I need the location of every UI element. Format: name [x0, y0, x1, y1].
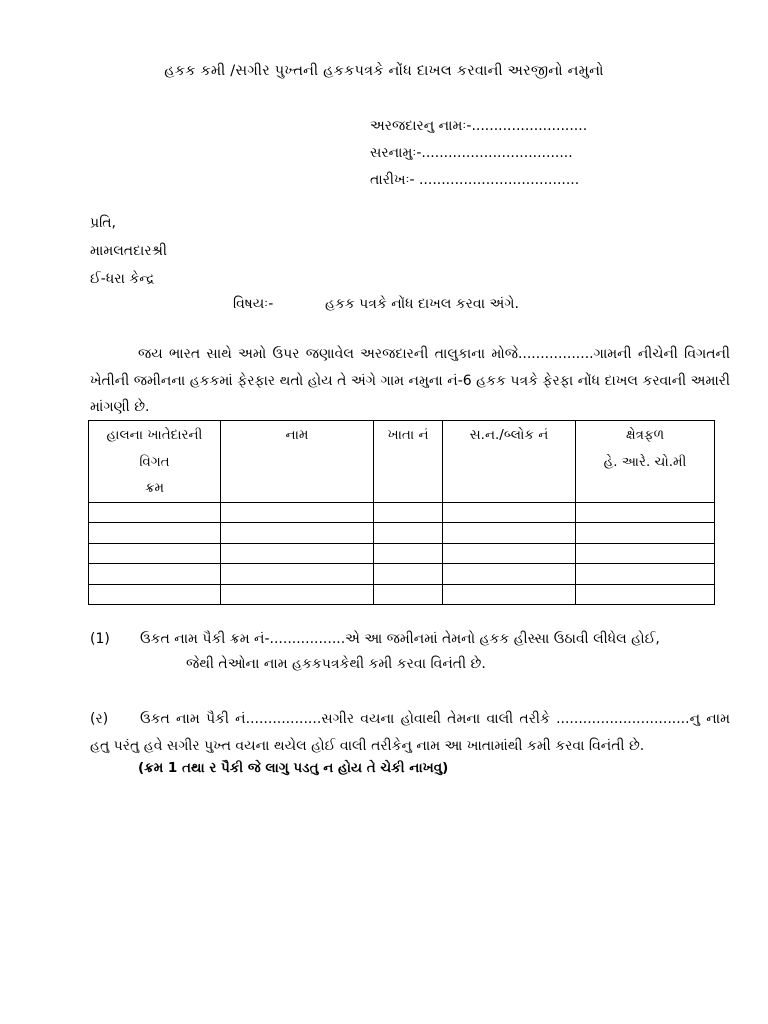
recipient-prati: પ્રતિ, [90, 215, 116, 231]
header-account-no: ખાતા નં [374, 421, 443, 503]
table-row [89, 543, 715, 564]
header-name: નામ [221, 421, 374, 503]
instruction-note: (ક્રમ 1 તથા ર પૈકી જે લાગુ પડતુ ન હોય તે ચેકી નાખવુ) [138, 760, 449, 776]
applicant-date-line: તારીખઃ- .................................... [370, 172, 580, 188]
table-header-row [89, 421, 715, 503]
body-paragraph [90, 341, 730, 421]
recipient-block [90, 213, 167, 297]
body-text: જય ભારત સાથે અમો ઉપર જણાવેલ અરજદારની તાલુકાના મોજે.................ગામની નીચેની વિગતની ખેતીની જમીનના હકકમાં ફેરફાર થતો હોય તે અંગે ગામ નમુના નં-6 હકક પત્રકે ફેરફા નોંધ દાખલ કરવાની અમારી માંગણી છે. [90, 346, 730, 415]
subject-label: વિષયઃ- [233, 296, 274, 312]
header-area: ક્ષેત્રફળ હે. આરે. ચો.મી [576, 421, 715, 503]
applicant-name-line: અરજદારનુ નામઃ-.......................... [370, 118, 588, 134]
table-row [89, 502, 715, 523]
note-1-number: (1) [90, 631, 110, 647]
note-1-text: ઉકત નામ પૈકી ક્રમ નં-.................એ આ જમીનમાં તેમનો હકક હીસ્સા ઉઠાવી લીધેલ હોઈ, [140, 631, 660, 647]
table-row [89, 584, 715, 605]
applicant-address-line: સરનામુઃ-.................................. [370, 145, 573, 161]
table-row [89, 523, 715, 544]
table-row [89, 564, 715, 585]
note-2 [90, 706, 730, 759]
recipient-office: ઈ-ધરા કેન્દ્ર [90, 271, 155, 287]
holdings-table [88, 420, 715, 605]
header-holder-details: હાલના ખાતેદારની વિગત ક્રમ [89, 421, 221, 503]
applicant-block [370, 116, 587, 197]
note-2-text: ઉકત નામ પૈકી નં.................સગીર વયના હોવાથી તેમના વાલી તરીકે ..............................નુ નામ હતુ પરંતુ હવે સગીર પુખ્ત વયના થયેલ હોઈ વાલી તરીકેનુ નામ આ ખાતામાંથી કમી કરવા વિનંતી છે. [90, 711, 730, 754]
header-survey-block-no: સ.ન./બ્લોક નં [443, 421, 576, 503]
note-2-number: (ર) [90, 711, 109, 727]
note-1-line-1 [90, 626, 730, 652]
subject-text: હકક પત્રકે નોંધ દાખલ કરવા અંગે. [325, 296, 519, 312]
subject-line [233, 296, 519, 312]
note-1-line-2: જેથી તેઓના નામ હકકપત્રકેથી કમી કરવા વિનંતી છે. [186, 656, 486, 672]
recipient-officer: મામલતદારશ્રી [90, 243, 167, 259]
page-title: હકક કમી /સગીર પુખ્તની હકકપત્રકે નોંધ દાખલ કરવાની અરજીનો નમુનો [164, 63, 604, 79]
